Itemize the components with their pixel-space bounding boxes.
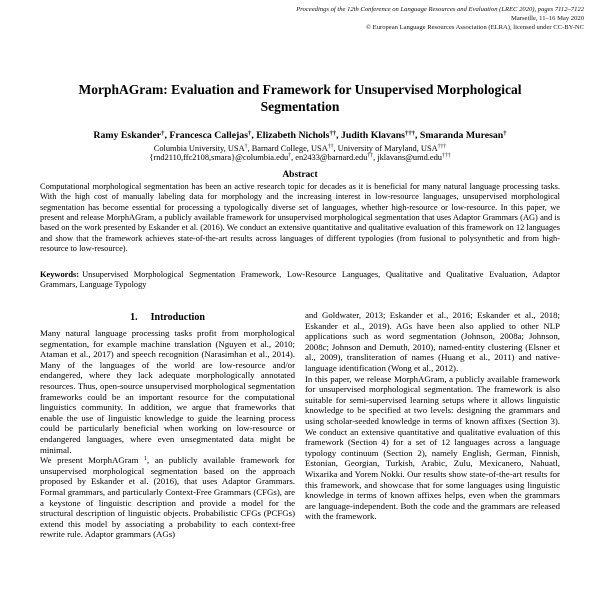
emails-line: {rnd2110,ffc2108,smara}@columbia.edu†, en2433@barnard.edu††, jklavans@umd.edu††† (149, 153, 451, 162)
intro-paragraph-2: We present MorphAGram $^1$, an publicly available framework for unsupervised morphological segmentation based on the approach proposed by Eskander et al. (2016), that uses Adaptor Grammars. Formal grammars, and particularly Context-Free Grammars (CFGs), are a keystone of linguistic description and provide a model for the structural description of linguistic objects. Probabilistic CFGs (PCFGs) extend this model by associating a probability to each context-free rewrite rule. Adaptor grammars (AGs) (40, 455, 295, 540)
intro-paragraph-1: Many natural language processing tasks profit from morphological segmentation, for example machine translation (Nguyen et al., 2010; Ataman et al., 2017) and speech recognition (Narasimhan et al., 2014). Many of the languages of the world are low-resource and/or endangered, where they lack adequate morphologically annotated resources. Thus, open-source unsupervised morphological segmentation frameworks could be an important resource for the computational linguistics community. In addition, we argue that frameworks that enable the use of linguistic knowledge to guide the learning process could be particularly beneficial when working on low-resource or endangered languages, where even unsegmentated data might be minimal. (40, 328, 295, 455)
section-number: 1. (130, 312, 138, 323)
keywords-text: Unsupervised Morphological Segmentation Framework, Low-Resource Languages, Qualitative and Qualitative Evaluation, Adaptor Grammars, Language Typology (40, 270, 560, 290)
two-column-body (40, 310, 560, 600)
right-column (305, 310, 560, 600)
proceedings-line: Proceedings of the 12th Conference on Language Resources and Evaluation (LREC 2020), pages 7112–7122 (296, 6, 584, 13)
affiliations-line: Columbia University, USA†, Barnard College, USA††, University of Maryland, USA††† (153, 144, 447, 153)
keywords-line (40, 270, 560, 291)
left-column (40, 310, 295, 600)
abstract-heading: Abstract (282, 170, 318, 180)
section-title: Introduction (150, 312, 205, 323)
right-paragraph-1: and Goldwater, 2013; Eskander et al., 2016; Eskander et al., 2018; Eskander et al., 2019). AGs have been also applied to other NLP applications such as word segmentation (Johnson, 2008a; Johnson, 2008c; Johnson and Demuth, 2010), named-entity clustering (Elsner et al., 2009), transliteration of names (Huang et al., 2011) and native-language identification (Wong et al., 2012). (305, 310, 560, 373)
license-line: © European Language Resources Association (ELRA), licensed under CC-BY-NC (366, 24, 584, 31)
paper-title: MorphAGram: Evaluation and Framework for Unsupervised Morphological Segmentation (78, 82, 522, 114)
authors-line: Ramy Eskander†, Francesca Callejas†, Elizabeth Nichols††, Judith Klavans†††, Smaranda Muresan† (93, 130, 507, 141)
venue-date-line: Marseille, 11–16 May 2020 (510, 15, 584, 22)
proceedings-header (296, 5, 584, 32)
right-paragraph-2: In this paper, we release MorphAGram, a publicly available framework for unsupervised morphological segmentation. The framework is also suitable for semi-supervised learning setups where it allows linguistic knowledge to be specified at two levels: designing the grammars and using scholar-seeded knowledge in terms of known affixes (Section 3). We conduct an extensive quantitative and qualitative evaluation of this framework (Section 4) for a set of 12 languages across a language typology continuum (Section 2), namely English, German, Finnish, Estonian, Georgian, Turkish, Arabic, Zulu, Mexicanero, Nahuatl, Wixarika and Yorem Nokki. Our results show state-of-the-art results for this framework, and showcase that for some languages using linguistic knowledge in terms of known affixes helps, even when the grammars are language-independent. Both the code and the grammars are released with the framework. (305, 373, 560, 522)
keywords-label: Keywords: (40, 270, 80, 279)
abstract-text: Computational morphological segmentation has been an active research topic for decades as it is beneficial for many natural language processing tasks. With the high cost of manually labeling data for morphology and the increasing interest in low-resource languages, unsupervised morphological segmentation has become essential for processing a typologically diverse set of languages, whether high-resource or low-resource. In this paper, we present and release MorphAGram, a publicly available framework for unsupervised morphological segmentation that uses Adaptor Grammars (AG) and is based on the work presented by Eskander et al. (2016). We conduct an extensive quantitative and qualitative evaluation of this framework on 12 languages and show that the framework achieves state-of-the-art results across languages of different typologies (from fusional to polysynthetic and from high-resource to low-resource). (40, 182, 560, 254)
section-1-heading (40, 312, 295, 323)
